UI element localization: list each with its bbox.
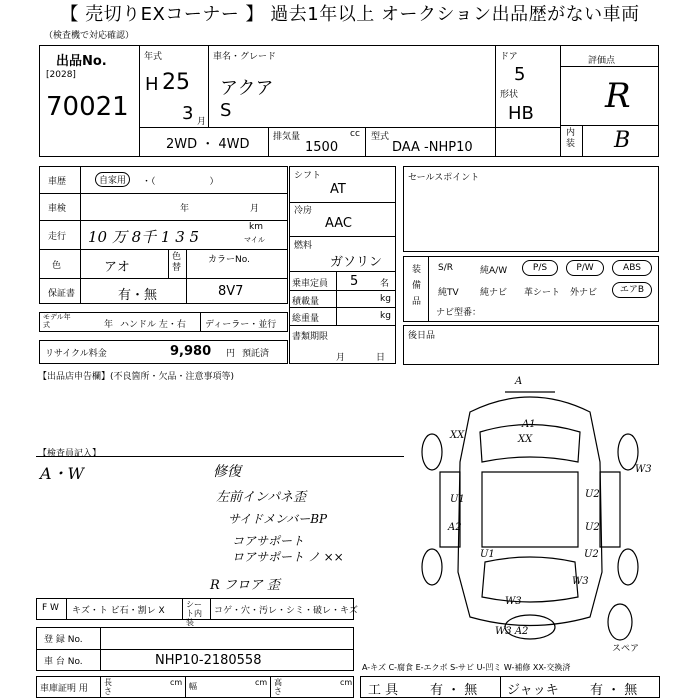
ac-label: 冷房 <box>294 206 313 216</box>
damage-legend: A-キズ C-腐食 E-エクボ S-サビ U-凹ミ W-補修 XX-交換済 <box>362 663 571 672</box>
seller-notes-label: 【出品店申告欄】(不良箇所・欠品・注意事項等) <box>38 372 235 382</box>
shift-label: シフト <box>294 171 322 181</box>
score-label: 評価点 <box>588 56 616 66</box>
km-label: km <box>249 222 263 232</box>
diagram-label-u2-right: U2 <box>585 489 600 500</box>
tools-value: 有 ・ 無 <box>430 683 478 698</box>
diagram-label-w3-bumper: W3 <box>505 596 522 607</box>
era: H <box>145 74 159 95</box>
lot-label: 出品No. <box>56 54 107 69</box>
aw-note: A・W <box>40 464 85 483</box>
color-label: 色 <box>52 261 62 271</box>
equip-sr: S/R <box>438 263 453 273</box>
mileage-label: 走行 <box>48 232 67 242</box>
diagram-label-u1-rear: U1 <box>480 549 495 560</box>
inspection-month-unit: 月 <box>250 204 260 214</box>
doc-day: 日 <box>376 353 386 363</box>
diagram-label-u2-right-b: U2 <box>585 522 600 533</box>
chassis-number: NHP10-2180558 <box>155 653 262 668</box>
note-5: R フロア 歪 <box>210 578 281 593</box>
length-cm: cm <box>170 678 183 687</box>
recycle-unit: 円 <box>226 349 236 359</box>
equip-airbag: エアB <box>612 282 652 298</box>
note-4: ロアサポート ノ ×× <box>232 550 344 564</box>
diagram-label-xx-left: XX <box>450 430 465 441</box>
displacement-value: 1500 <box>305 140 339 155</box>
handle-label: ハンドル 左・右 <box>120 320 186 330</box>
color-value: アオ <box>104 260 130 275</box>
recycle-note: 預託済 <box>242 349 270 359</box>
jack-value: 有 ・ 無 <box>590 683 638 698</box>
height-cm: cm <box>340 678 353 687</box>
equip-tv: 純TV <box>438 288 459 298</box>
car-damage-diagram <box>410 372 660 642</box>
inspection-year-unit: 年 <box>180 204 190 214</box>
note-1: 左前インパネ歪 <box>216 490 307 505</box>
fw-label: F W <box>42 603 59 613</box>
doc-label: 書類期限 <box>292 332 329 342</box>
model-year-label: モデル年式 <box>43 313 71 329</box>
mileage-value: 10 万 8千 1 3 5 <box>88 228 200 246</box>
capacity-value: 5 <box>350 274 359 289</box>
gross-label: 総重量 <box>292 314 320 324</box>
year-label: 年式 <box>144 52 163 62</box>
interior-label: 内装 <box>566 128 576 149</box>
diagram-label-a2: A2 <box>448 522 462 533</box>
lot-sub: [2028] <box>46 70 76 80</box>
capacity-label: 乗車定員 <box>292 279 329 289</box>
name-label: 車名・グレード <box>213 52 277 62</box>
fuel-label: 燃料 <box>294 241 313 251</box>
width-label: 幅 <box>189 682 197 691</box>
fw-text: キズ・ト ビ石・割レ X <box>72 606 165 616</box>
width-cm: cm <box>255 678 268 687</box>
model-label: 型式 <box>371 132 390 142</box>
navi-label: ナビ型番： <box>436 308 482 318</box>
seat-label: シート内装 <box>186 600 202 627</box>
shape-label: 形状 <box>500 90 519 100</box>
lot-number: 70021 <box>46 92 129 122</box>
diagram-label-w3-side: W3 <box>635 464 652 475</box>
color-no-label: カラーNo. <box>208 255 250 265</box>
drive-type: 2WD ・ 4WD <box>166 137 250 152</box>
registration-label: 登 録 No. <box>44 635 83 645</box>
gross-kg: kg <box>380 311 391 321</box>
displacement-label: 排気量 <box>273 132 301 142</box>
note-2: サイドメンバーBP <box>228 512 328 526</box>
diagram-label-a: A <box>515 376 523 387</box>
diagram-label-w3-a2: W3 A2 <box>495 626 529 637</box>
doc-month: 月 <box>336 353 346 363</box>
history-value: 自家用 <box>95 172 130 187</box>
recycle-label: リサイクル料金 <box>45 349 107 359</box>
history-rest: ・（ ） <box>142 177 219 187</box>
dealer-label: ディーラー・並行 <box>205 320 277 330</box>
height-label: 高さ <box>274 678 282 696</box>
equip-ext-navi: 外ナビ <box>570 288 598 298</box>
diagram-label-w3-rear: W3 <box>572 576 589 587</box>
mile-label: マイル <box>244 236 265 244</box>
spare-label: スペア <box>612 644 640 654</box>
history-label: 車歴 <box>48 177 67 187</box>
chassis-label: 車 台 No. <box>44 657 83 667</box>
top-cut-text: （検査機で対応確認） <box>44 31 135 41</box>
model-year-unit: 年 <box>104 320 114 330</box>
seat-text: コゲ・穴・汚レ・シミ・破レ・キズ <box>214 606 358 616</box>
month-value: 3 <box>182 103 194 124</box>
diagram-label-a1: A1 <box>522 419 536 430</box>
door-label: ドア <box>500 52 518 62</box>
warranty-value: 有・無 <box>118 288 158 303</box>
note-3: コアサポート <box>232 534 305 548</box>
jack-label: ジャッキ <box>507 683 559 698</box>
doors-value: 5 <box>514 64 526 85</box>
diagram-label-u1-left: U1 <box>450 494 465 505</box>
inspector-label: 【検査員記入】 <box>38 449 102 459</box>
color-change-label: 色替 <box>172 252 182 273</box>
score-value: R <box>605 76 631 116</box>
length-label: 長さ <box>104 678 112 696</box>
warranty-label: 保証書 <box>48 289 76 299</box>
fuel-value: ガソリン <box>330 255 383 270</box>
equip-pw: P/W <box>566 260 604 276</box>
shape-value: HB <box>508 103 534 124</box>
equip-leather: 革シート <box>524 288 561 298</box>
shift-value: AT <box>330 182 346 197</box>
car-name: アクア <box>220 78 274 99</box>
goods-box <box>403 325 659 365</box>
diagram-label-u2-rear: U2 <box>584 549 599 560</box>
recycle-value: 9,980 <box>170 344 212 359</box>
load-kg: kg <box>380 294 391 304</box>
tools-label: 工 具 <box>368 683 399 698</box>
grade: S <box>220 100 232 121</box>
diagram-label-xx-front: XX <box>518 434 533 445</box>
equip-abs: ABS <box>612 260 652 276</box>
load-label: 積載量 <box>292 297 320 307</box>
goods-label: 後日品 <box>408 331 436 341</box>
cc-unit: cc <box>350 129 360 139</box>
month-unit: 月 <box>197 117 207 127</box>
year-value: 25 <box>162 70 190 95</box>
equip-navi: 純ナビ <box>480 288 508 298</box>
equip-ps: P/S <box>522 260 558 276</box>
note-repair: 修復 <box>213 464 241 480</box>
page-banner: 【 売切りEXコーナー 】 過去1年以上 オークション出品歴がない車両 <box>60 4 640 25</box>
ac-value: AAC <box>325 216 352 231</box>
interior-score: B <box>614 128 631 153</box>
equip-aw: 純A/W <box>480 266 508 276</box>
model-code: DAA -NHP10 <box>392 140 473 155</box>
color-no-value: 8V7 <box>218 284 244 299</box>
inspection-label: 車検 <box>48 204 67 214</box>
capacity-unit: 名 <box>380 279 390 289</box>
equip-label: 装備品 <box>412 265 422 307</box>
cert-label: 車庫証明 用 <box>40 684 88 694</box>
sales-point-label: セールスポイント <box>408 173 480 183</box>
